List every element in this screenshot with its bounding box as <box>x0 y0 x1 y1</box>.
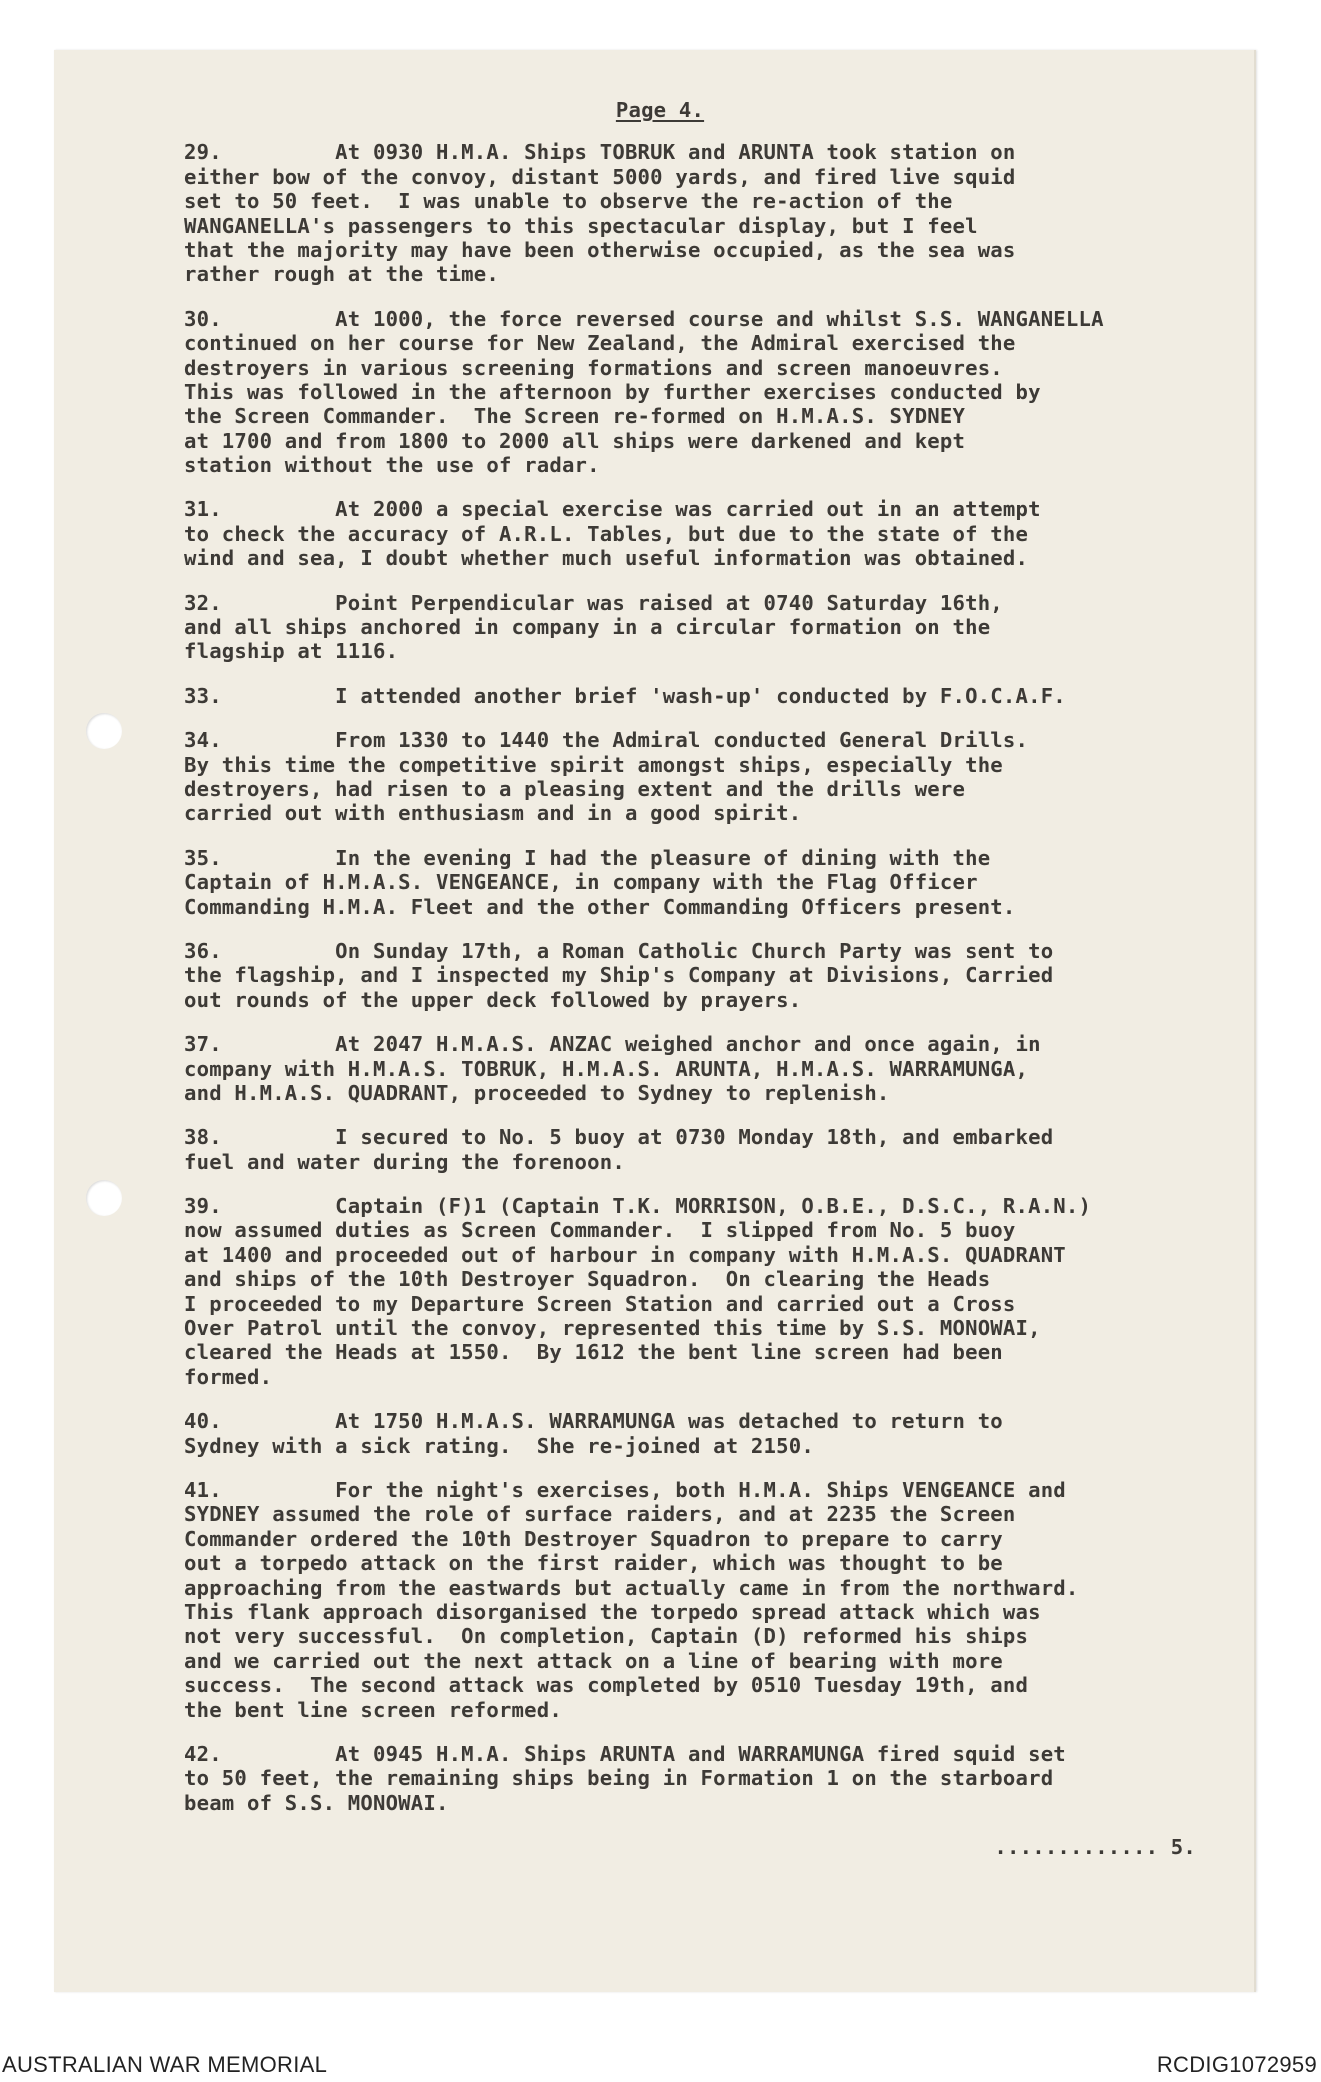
text-line: 34. From 1330 to 1440 the Admiral conducted General Drills. <box>184 728 1029 753</box>
text-line: 29. At 0930 H.M.A. Ships TOBRUK and ARUNTA took station on <box>184 140 1016 165</box>
text-line: carried out with enthusiasm and in a good spirit. <box>184 801 802 826</box>
page-title: Page 4. <box>615 98 705 122</box>
text-line: wind and sea, I doubt whether much useful information was obtained. <box>184 546 1029 571</box>
text-line: I proceeded to my Departure Screen Station and carried out a Cross <box>184 1291 1016 1316</box>
text-line: 30. At 1000, the force reversed course and whilst S.S. WANGANELLA <box>184 306 1104 331</box>
text-line: fuel and water during the forenoon. <box>184 1149 625 1174</box>
text-line: that the majority may have been otherwise occupied, as the sea was <box>184 237 1016 262</box>
text-line: at 1400 and proceeded out of harbour in company with H.M.A.S. QUADRANT <box>184 1242 1066 1267</box>
paragraph <box>184 1409 1236 1458</box>
punch-hole <box>86 1180 122 1216</box>
text-line: destroyers, had risen to a pleasing extent and the drills were <box>184 777 966 801</box>
text-line: 40. At 1750 H.M.A.S. WARRAMUNGA was detached to return to <box>184 1409 1003 1434</box>
text-line: set to 50 feet. I was unable to observe the re-action of the <box>184 189 953 214</box>
paragraph <box>184 1742 1236 1815</box>
paragraph <box>184 307 1236 478</box>
paragraph <box>184 846 1236 919</box>
text-line: not very successful. On completion, Captain (D) reformed his ships <box>184 1624 1029 1649</box>
paragraph <box>184 1032 1236 1105</box>
text-line: cleared the Heads at 1550. By 1612 the bent line screen had been <box>184 1340 1003 1365</box>
text-line: company with H.M.A.S. TOBRUK, H.M.A.S. ARUNTA, H.M.A.S. WARRAMUNGA, <box>184 1056 1029 1081</box>
text-line: to 50 feet, the remaining ships being in Formation 1 on the starboard <box>184 1766 1054 1791</box>
text-line: By this time the competitive spirit amongst ships, especially the <box>184 752 1003 777</box>
text-line: station without the use of radar. <box>184 453 600 478</box>
text-line: rather rough at the time. <box>184 262 499 287</box>
text-line: Commander ordered the 10th Destroyer Squadron to prepare to carry <box>184 1526 1003 1551</box>
punch-hole <box>86 713 122 749</box>
paragraph <box>184 140 1236 286</box>
text-line: 32. Point Perpendicular was raised at 0740 Saturday 16th, <box>184 590 1003 615</box>
text-line: continued on her course for New Zealand, the Admiral exercised the <box>184 331 1016 356</box>
text-line: either bow of the convoy, distant 5000 yards, and fired live squid <box>184 164 1016 189</box>
text-line: 37. At 2047 H.M.A.S. ANZAC weighed anchor and once again, in <box>184 1032 1041 1057</box>
text-line: 38. I secured to No. 5 buoy at 0730 Monday 18th, and embarked <box>184 1125 1054 1150</box>
text-line: WANGANELLA's passengers to this spectacular display, but I feel <box>184 213 978 238</box>
text-line: 31. At 2000 a special exercise was carried out in an attempt <box>184 497 1041 522</box>
text-line: Captain of H.M.A.S. VENGEANCE, in company with the Flag Officer <box>184 870 978 895</box>
text-line: This flank approach disorganised the torpedo spread attack which was <box>184 1599 1041 1624</box>
text-line: the Screen Commander. The Screen re-formed on H.M.A.S. SYDNEY <box>184 404 966 429</box>
text-line: approaching from the eastwards but actually came in from the northward. <box>184 1575 1079 1600</box>
archive-caption-right: RCDIG1072959 <box>1156 2052 1317 2077</box>
paragraph <box>184 497 1236 570</box>
text-line: destroyers in various screening formations and screen manoeuvres. <box>184 355 1003 380</box>
text-line: 39. Captain (F)1 (Captain T.K. MORRISON, O.B.E., D.S.C., R.A.N.) <box>184 1194 1092 1219</box>
text-line: and ships of the 10th Destroyer Squadron. On clearing the Heads <box>184 1267 991 1292</box>
text-line: success. The second attack was completed by 0510 Tuesday 19th, and <box>184 1673 1029 1698</box>
text-line: now assumed duties as Screen Commander. I slipped from No. 5 buoy <box>184 1218 1016 1243</box>
text-line: and H.M.A.S. QUADRANT, proceeded to Sydney to replenish. <box>184 1080 890 1105</box>
text-line: 35. In the evening I had the pleasure of dining with the <box>184 845 991 870</box>
paragraph <box>184 1194 1236 1389</box>
text-line: out rounds of the upper deck followed by prayers. <box>184 987 802 1012</box>
text-line: 36. On Sunday 17th, a Roman Catholic Church Party was sent to <box>184 938 1054 963</box>
text-line: and all ships anchored in company in a circular formation on the <box>184 615 991 640</box>
text-line: to check the accuracy of A.R.L. Tables, but due to the state of the <box>184 521 1029 546</box>
typed-document <box>184 98 1236 1859</box>
text-line: formed. <box>184 1364 273 1389</box>
text-line: the flagship, and I inspected my Ship's Company at Divisions, Carried <box>184 963 1054 988</box>
paragraph <box>184 684 1236 708</box>
paragraph <box>184 1125 1236 1174</box>
text-line: 33. I attended another brief 'wash-up' conducted by F.O.C.A.F. <box>184 683 1066 708</box>
text-line: flagship at 1116. <box>184 639 399 664</box>
text-line: the bent line screen reformed. <box>184 1697 562 1722</box>
text-line: at 1700 and from 1800 to 2000 all ships were darkened and kept <box>184 428 966 453</box>
text-line: and we carried out the next attack on a line of bearing with more <box>184 1648 1003 1673</box>
paragraph <box>184 939 1236 1012</box>
archive-caption-left: AUSTRALIAN WAR MEMORIAL <box>2 2052 328 2077</box>
text-line: This was followed in the afternoon by further exercises conducted by <box>184 379 1041 404</box>
text-line: 42. At 0945 H.M.A. Ships ARUNTA and WARRAMUNGA fired squid set <box>184 1741 1066 1766</box>
text-line: beam of S.S. MONOWAI. <box>184 1790 449 1815</box>
continuation-marker: ............. 5. <box>994 1835 1196 1860</box>
text-line: Commanding H.M.A. Fleet and the other Commanding Officers present. <box>184 894 1016 919</box>
paragraph <box>184 728 1236 826</box>
paragraph-list <box>184 140 1236 1815</box>
text-line: 41. For the night's exercises, both H.M.A. Ships VENGEANCE and <box>184 1477 1066 1502</box>
text-line: SYDNEY assumed the role of surface raiders, and at 2235 the Screen <box>184 1502 1016 1527</box>
paragraph <box>184 591 1236 664</box>
text-line: Over Patrol until the convoy, represented this time by S.S. MONOWAI, <box>184 1316 1041 1341</box>
text-line: out a torpedo attack on the first raider, which was thought to be <box>184 1551 1003 1576</box>
paragraph <box>184 1478 1236 1722</box>
text-line: Sydney with a sick rating. She re-joined at 2150. <box>184 1433 814 1458</box>
